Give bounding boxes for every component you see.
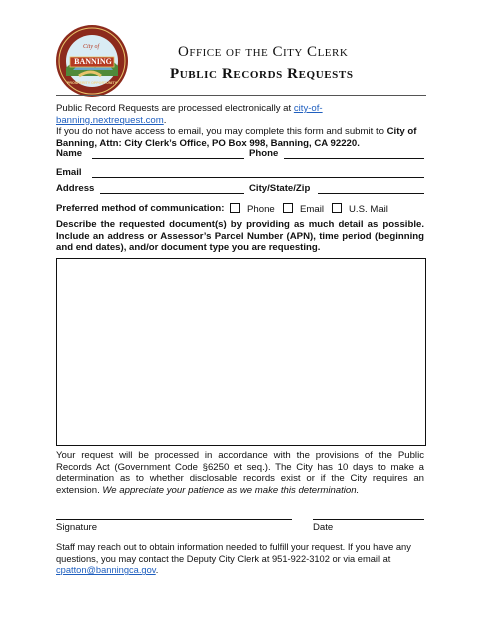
nextrequest-link[interactable]: city-of-banning.nextrequest.com — [56, 103, 323, 126]
notice-text: Your request will be processed in accordance with the provisions of the Public Records Act (Government Code §6250 et seq.). The City has 10 days to make a determination as to whether disclosable records exist or if the City requires an extension. — [56, 450, 424, 496]
footer-contact-text — [56, 542, 428, 577]
intro-paragraph — [56, 103, 428, 149]
header-divider — [56, 95, 426, 96]
email-field[interactable] — [92, 177, 424, 178]
signature-label: Signature — [56, 522, 98, 533]
date-line[interactable] — [313, 519, 424, 520]
seal-top-text: City of — [83, 44, 100, 50]
seal-bottom-text: PROSPERITY OPPORTUNITY — [66, 81, 118, 85]
page-subtitle: Public Records Requests — [170, 66, 354, 82]
request-description-box[interactable] — [56, 258, 426, 446]
us-mail-option-label: U.S. Mail — [349, 204, 388, 215]
seal-city-name: BANNING — [74, 57, 112, 66]
footer-text: Staff may reach out to obtain information needed to fulfill your request. If you have any questions, you may contact the Deputy City Clerk at 951-922-3102 or via email at — [56, 542, 411, 564]
email-option-label: Email — [300, 204, 324, 215]
describe-instructions: Describe the requested document(s) by providing as much detail as possible. Include an address or Assessor’s Parcel Number (APN), time period (beginning and end dates), and/or document type you are requesting. — [56, 219, 424, 254]
us-mail-checkbox[interactable] — [332, 203, 342, 213]
email-label: Email — [56, 167, 82, 178]
name-label: Name — [56, 148, 83, 159]
city-state-zip-field[interactable] — [318, 193, 424, 194]
mailing-address: City of Banning, Attn: City Clerk’s Office, PO Box 998, Banning, CA 92220. — [56, 126, 417, 149]
signature-line[interactable] — [56, 519, 292, 520]
intro-line1-suffix: . — [163, 114, 167, 126]
intro-line2: If you do not have access to email, you may complete this form and submit to — [56, 126, 387, 138]
intro-line1-prefix: Public Record Requests are processed electronically at — [56, 103, 294, 114]
footer-end: . — [155, 565, 159, 576]
page-title: Office of the City Clerk — [178, 44, 349, 60]
city-seal-logo — [55, 24, 129, 98]
notice-italic: We appreciate your patience as we make this determination. — [102, 484, 360, 496]
phone-option-label: Phone — [247, 204, 275, 215]
clerk-email-link[interactable]: cpatton@banningca.gov — [56, 565, 156, 576]
phone-checkbox[interactable] — [230, 203, 240, 213]
email-checkbox[interactable] — [283, 203, 293, 213]
phone-field[interactable] — [284, 158, 424, 159]
public-records-act-notice — [56, 450, 424, 496]
address-label: Address — [56, 183, 95, 194]
date-label: Date — [313, 522, 334, 533]
name-field[interactable] — [92, 158, 244, 159]
phone-label: Phone — [249, 148, 279, 159]
address-field[interactable] — [100, 193, 244, 194]
city-state-zip-label: City/State/Zip — [249, 183, 311, 194]
preferred-method-label: Preferred method of communication: — [56, 203, 225, 214]
